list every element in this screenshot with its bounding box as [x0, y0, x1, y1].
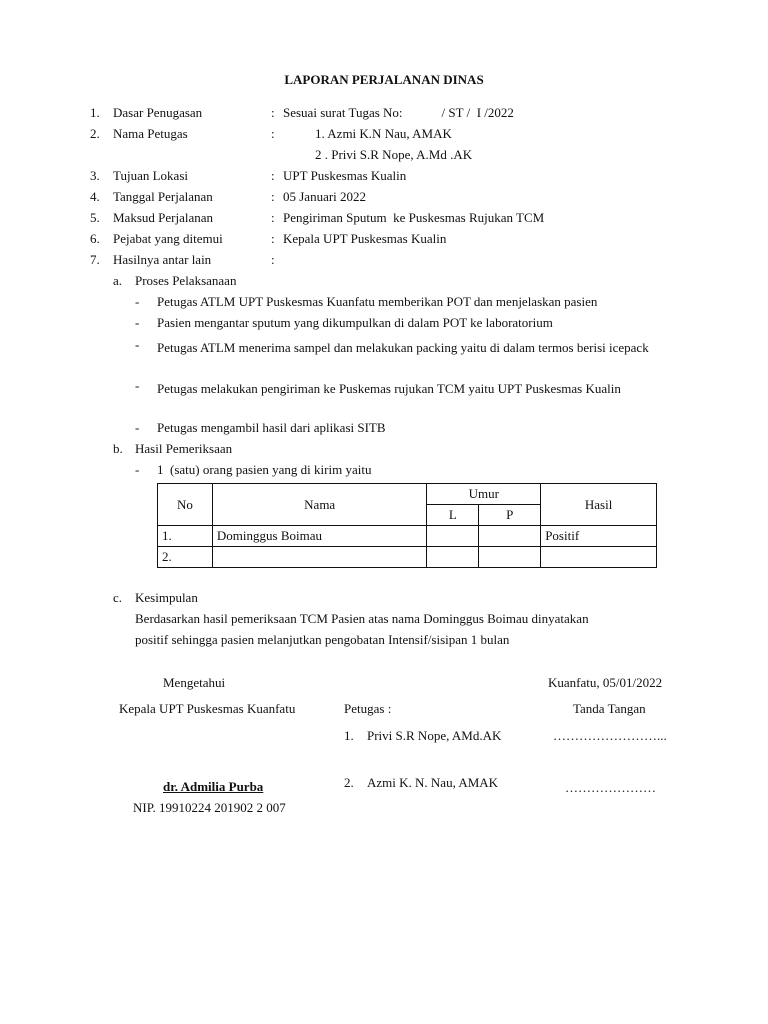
- officer-name: Azmi K. N. Nau, AMAK: [367, 775, 499, 790]
- cell-l: [427, 526, 479, 547]
- item-value: UPT Puskesmas Kualin: [283, 168, 407, 183]
- bullet-text: Petugas ATLM menerima sampel dan melakukan packing yaitu di dalam termos berisi icepack: [157, 340, 649, 355]
- item-value: 1. Azmi K.N Nau, AMAK: [315, 126, 452, 141]
- section-letter: b.: [113, 441, 123, 456]
- item-number: 3.: [90, 168, 100, 183]
- item-number: 1.: [90, 105, 100, 120]
- item-label: Tujuan Lokasi: [113, 168, 188, 183]
- document-title: LAPORAN PERJALANAN DINAS: [284, 72, 484, 87]
- item-colon: :: [271, 210, 275, 225]
- cell-no: 1.: [158, 526, 213, 547]
- item-label: Dasar Penugasan: [113, 105, 203, 120]
- header-no: No: [158, 484, 213, 526]
- bullet-text: Petugas melakukan pengiriman ke Puskemas rujukan TCM yaitu UPT Puskesmas Kualin: [157, 381, 621, 396]
- header-umur: Umur: [427, 484, 541, 505]
- head-title: Kepala UPT Puskesmas Kuanfatu: [119, 701, 296, 716]
- item-colon: :: [271, 126, 275, 141]
- place-date: Kuanfatu, 05/01/2022: [548, 675, 663, 690]
- bullet-dash: -: [135, 420, 140, 435]
- officers-label: Petugas :: [344, 701, 392, 716]
- item-number: 6.: [90, 231, 100, 246]
- cell-l: [427, 547, 479, 568]
- item-colon: :: [271, 231, 275, 246]
- results-table: [157, 483, 657, 568]
- cell-p: [479, 547, 541, 568]
- section-letter: a.: [113, 273, 123, 288]
- table-row: [158, 526, 657, 547]
- conclusion-line: Berdasarkan hasil pemeriksaan TCM Pasien atas nama Dominggus Boimau dinyatakan: [135, 611, 589, 626]
- signature-dots: …………………: [565, 780, 656, 795]
- head-name: dr. Admilia Purba: [163, 779, 264, 794]
- section-label: Hasil Pemeriksaan: [135, 441, 233, 456]
- bullet-dash: -: [135, 315, 140, 330]
- item-label: Nama Petugas: [113, 126, 188, 141]
- officer-number: 2.: [344, 775, 354, 790]
- head-nip: NIP. 19910224 201902 2 007: [133, 800, 286, 815]
- officer-number: 1.: [344, 728, 354, 743]
- header-l: L: [427, 505, 479, 526]
- item-colon: :: [271, 189, 275, 204]
- item-value: 05 Januari 2022: [283, 189, 367, 204]
- acknowledged-label: Mengetahui: [163, 675, 226, 690]
- table-row: [158, 547, 657, 568]
- bullet-text: Petugas mengambil hasil dari aplikasi SITB: [157, 420, 386, 435]
- item-colon: :: [271, 105, 275, 120]
- section-label: Proses Pelaksanaan: [135, 273, 237, 288]
- item-colon: :: [271, 168, 275, 183]
- item-value: Sesuai surat Tugas No: / ST / I /2022: [283, 105, 514, 120]
- item-colon: :: [271, 252, 275, 267]
- signature-label: Tanda Tangan: [573, 701, 646, 716]
- cell-nama: [212, 547, 427, 568]
- cell-hasil: Positif: [541, 526, 657, 547]
- bullet-dash: -: [135, 378, 140, 393]
- item-value-second: 2 . Privi S.R Nope, A.Md .AK: [315, 147, 473, 162]
- bullet-text: Pasien mengantar sputum yang dikumpulkan di dalam POT ke laboratorium: [157, 315, 553, 330]
- bullet-dash: -: [135, 294, 140, 309]
- item-value: Kepala UPT Puskesmas Kualin: [283, 231, 447, 246]
- header-p: P: [479, 505, 541, 526]
- item-label: Tanggal Perjalanan: [113, 189, 213, 204]
- signature-dots: ……………………...: [553, 728, 667, 743]
- bullet-dash: -: [135, 337, 140, 352]
- header-hasil: Hasil: [541, 484, 657, 526]
- header-nama: Nama: [212, 484, 427, 526]
- conclusion-line: positif sehingga pasien melanjutkan pengobatan Intensif/sisipan 1 bulan: [135, 632, 510, 647]
- cell-p: [479, 526, 541, 547]
- item-number: 7.: [90, 252, 100, 267]
- item-number: 5.: [90, 210, 100, 225]
- item-number: 4.: [90, 189, 100, 204]
- item-value: Pengiriman Sputum ke Puskesmas Rujukan TCM: [283, 210, 545, 225]
- item-label: Maksud Perjalanan: [113, 210, 214, 225]
- bullet-text: 1 (satu) orang pasien yang di kirim yaitu: [157, 462, 372, 477]
- cell-no: 2.: [158, 547, 213, 568]
- section-letter: c.: [113, 590, 123, 605]
- item-label: Hasilnya antar lain: [113, 252, 212, 267]
- cell-nama: Dominggus Boimau: [212, 526, 427, 547]
- officer-name: Privi S.R Nope, AMd.AK: [367, 728, 502, 743]
- cell-hasil: [541, 547, 657, 568]
- bullet-dash: -: [135, 462, 140, 477]
- bullet-text: Petugas ATLM UPT Puskesmas Kuanfatu memberikan POT dan menjelaskan pasien: [157, 294, 598, 309]
- section-label: Kesimpulan: [135, 590, 198, 605]
- item-number: 2.: [90, 126, 100, 141]
- item-label: Pejabat yang ditemui: [113, 231, 223, 246]
